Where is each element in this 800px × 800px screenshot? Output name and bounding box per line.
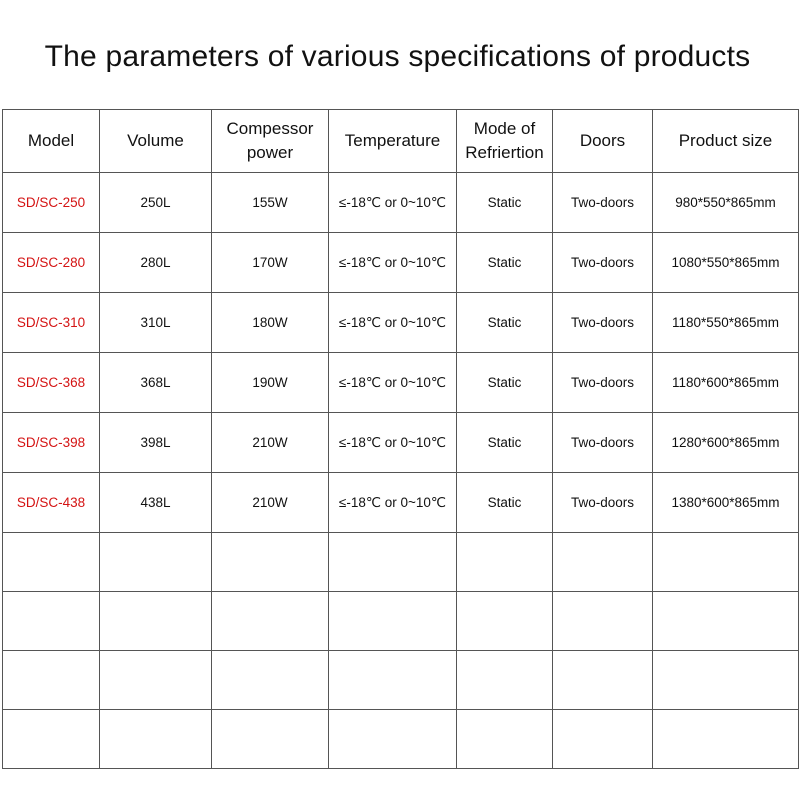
empty-cell	[329, 592, 457, 651]
empty-cell	[553, 651, 653, 710]
empty-cell	[100, 592, 212, 651]
header-product-size: Product size	[653, 110, 799, 173]
cell-volume: 310L	[100, 293, 212, 353]
cell-model: SD/SC-438	[3, 473, 100, 533]
empty-cell	[100, 651, 212, 710]
header-mode: Mode of Refriertion	[457, 110, 553, 173]
empty-cell	[212, 651, 329, 710]
empty-cell	[457, 592, 553, 651]
empty-row	[3, 592, 799, 651]
page-title: The parameters of various specifications of products	[44, 40, 751, 73]
cell-doors: Two-doors	[553, 473, 653, 533]
cell-volume: 250L	[100, 173, 212, 233]
cell-mode: Static	[457, 353, 553, 413]
empty-cell	[553, 592, 653, 651]
header-compressor-power: Compessor power	[212, 110, 329, 173]
cell-mode: Static	[457, 233, 553, 293]
empty-cell	[457, 651, 553, 710]
cell-volume: 368L	[100, 353, 212, 413]
empty-row	[3, 710, 799, 769]
cell-power: 180W	[212, 293, 329, 353]
empty-cell	[653, 710, 799, 769]
empty-cell	[100, 710, 212, 769]
cell-mode: Static	[457, 293, 553, 353]
cell-doors: Two-doors	[553, 233, 653, 293]
empty-cell	[329, 533, 457, 592]
cell-temperature: ≤-18℃ or 0~10℃	[329, 173, 457, 233]
cell-power: 210W	[212, 413, 329, 473]
header-temperature: Temperature	[329, 110, 457, 173]
cell-doors: Two-doors	[553, 173, 653, 233]
empty-cell	[212, 533, 329, 592]
header-volume: Volume	[100, 110, 212, 173]
empty-row	[3, 533, 799, 592]
empty-cell	[553, 710, 653, 769]
cell-power: 210W	[212, 473, 329, 533]
header-doors: Doors	[553, 110, 653, 173]
empty-cell	[3, 651, 100, 710]
empty-cell	[653, 533, 799, 592]
cell-power: 170W	[212, 233, 329, 293]
empty-cell	[3, 533, 100, 592]
cell-volume: 438L	[100, 473, 212, 533]
empty-cell	[329, 651, 457, 710]
cell-temperature: ≤-18℃ or 0~10℃	[329, 353, 457, 413]
cell-size: 1280*600*865mm	[653, 413, 799, 473]
cell-power: 190W	[212, 353, 329, 413]
empty-cell	[3, 592, 100, 651]
empty-cell	[653, 592, 799, 651]
cell-size: 980*550*865mm	[653, 173, 799, 233]
empty-cell	[553, 533, 653, 592]
cell-temperature: ≤-18℃ or 0~10℃	[329, 293, 457, 353]
empty-cell	[653, 651, 799, 710]
cell-model: SD/SC-310	[3, 293, 100, 353]
cell-model: SD/SC-368	[3, 353, 100, 413]
cell-temperature: ≤-18℃ or 0~10℃	[329, 233, 457, 293]
header-row	[3, 110, 799, 173]
table-row	[3, 293, 799, 353]
empty-cell	[329, 710, 457, 769]
specs-table	[2, 109, 799, 769]
empty-cell	[3, 710, 100, 769]
cell-doors: Two-doors	[553, 353, 653, 413]
cell-volume: 398L	[100, 413, 212, 473]
cell-size: 1180*600*865mm	[653, 353, 799, 413]
table-row	[3, 173, 799, 233]
cell-size: 1080*550*865mm	[653, 233, 799, 293]
empty-cell	[100, 533, 212, 592]
cell-doors: Two-doors	[553, 293, 653, 353]
cell-volume: 280L	[100, 233, 212, 293]
cell-size: 1380*600*865mm	[653, 473, 799, 533]
empty-cell	[457, 710, 553, 769]
empty-cell	[212, 710, 329, 769]
table-row	[3, 413, 799, 473]
cell-mode: Static	[457, 173, 553, 233]
cell-mode: Static	[457, 473, 553, 533]
table-row	[3, 473, 799, 533]
cell-mode: Static	[457, 413, 553, 473]
cell-power: 155W	[212, 173, 329, 233]
cell-model: SD/SC-250	[3, 173, 100, 233]
cell-temperature: ≤-18℃ or 0~10℃	[329, 473, 457, 533]
table-row	[3, 353, 799, 413]
empty-cell	[457, 533, 553, 592]
header-model: Model	[3, 110, 100, 173]
cell-model: SD/SC-280	[3, 233, 100, 293]
table-row	[3, 233, 799, 293]
cell-size: 1180*550*865mm	[653, 293, 799, 353]
cell-model: SD/SC-398	[3, 413, 100, 473]
cell-temperature: ≤-18℃ or 0~10℃	[329, 413, 457, 473]
cell-doors: Two-doors	[553, 413, 653, 473]
empty-row	[3, 651, 799, 710]
empty-cell	[212, 592, 329, 651]
